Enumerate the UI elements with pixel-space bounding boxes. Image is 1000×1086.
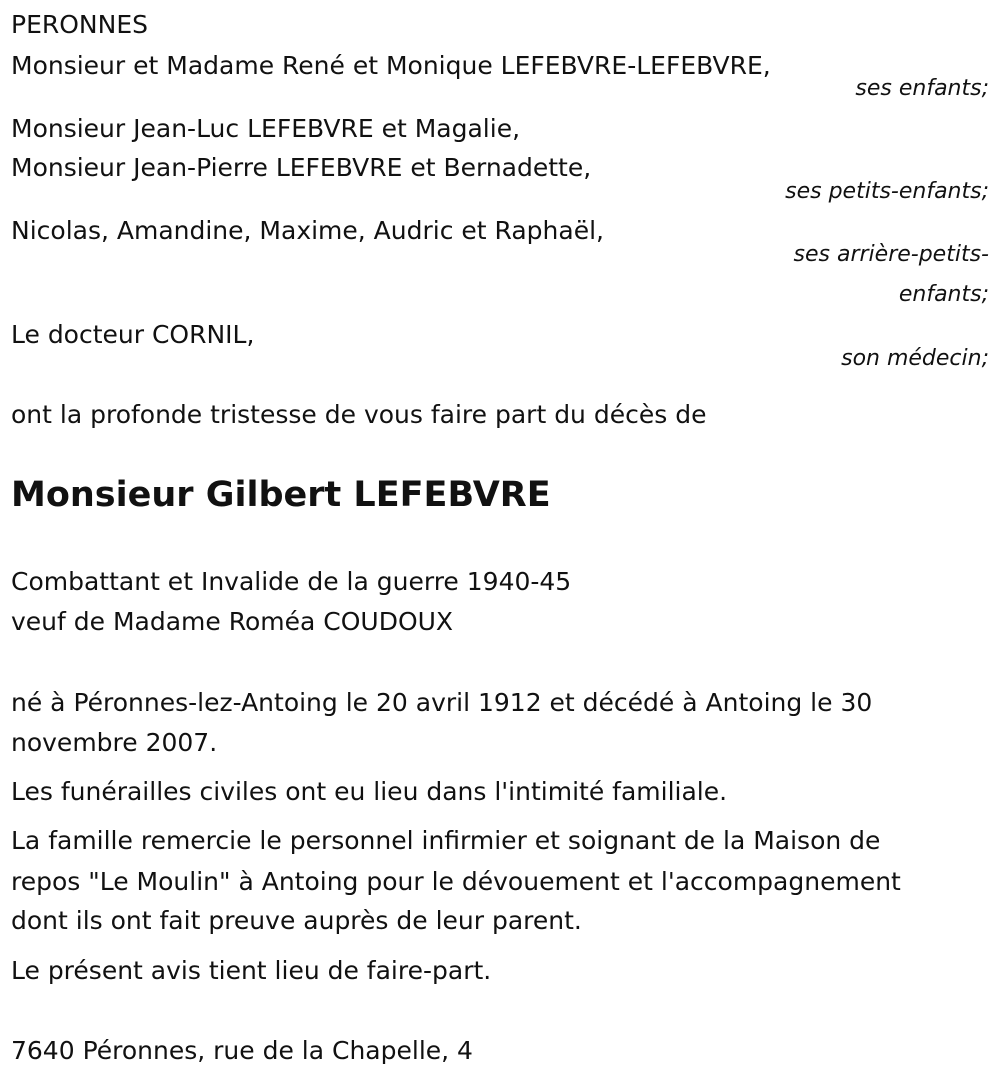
details-line-2: veuf de Madame Roméa COUDOUX xyxy=(11,607,454,636)
announcement-line: ont la profonde tristesse de vous faire part du décès de xyxy=(11,400,707,429)
great-grandchildren-role-1: ses arrière-petits- xyxy=(793,242,989,267)
grandchild-line-1: Monsieur Jean-Luc LEFEBVRE et Magalie, xyxy=(11,114,521,143)
details-line-1: Combattant et Invalide de la guerre 1940-45 xyxy=(11,567,572,596)
town-heading: PERONNES xyxy=(11,10,148,39)
funeral-line: Les funérailles civiles ont eu lieu dans l'intimité familiale. xyxy=(11,777,728,806)
notice-line: Le présent avis tient lieu de faire-part. xyxy=(11,956,492,985)
great-grandchildren-line: Nicolas, Amandine, Maxime, Audric et Raphaël, xyxy=(11,216,604,245)
grandchild-line-2: Monsieur Jean-Pierre LEFEBVRE et Bernadette, xyxy=(11,153,592,182)
thanks-line-3: dont ils ont fait preuve auprès de leur parent. xyxy=(11,906,582,935)
children-role: ses enfants; xyxy=(855,76,989,101)
thanks-line-2: repos "Le Moulin" à Antoing pour le dévouement et l'accompagnement xyxy=(11,867,901,896)
thanks-line-1: La famille remercie le personnel infirmier et soignant de la Maison de xyxy=(11,826,881,855)
grandchildren-role: ses petits-enfants; xyxy=(785,179,989,204)
address-line: 7640 Péronnes, rue de la Chapelle, 4 xyxy=(11,1036,473,1065)
birth-death-line-2: novembre 2007. xyxy=(11,728,218,757)
great-grandchildren-role-2: enfants; xyxy=(898,282,989,307)
birth-death-line-1: né à Péronnes-lez-Antoing le 20 avril 1912 et décédé à Antoing le 30 xyxy=(11,688,873,717)
doctor-line: Le docteur CORNIL, xyxy=(11,320,255,349)
children-line: Monsieur et Madame René et Monique LEFEBVRE-LEFEBVRE, xyxy=(11,51,771,80)
doctor-role: son médecin; xyxy=(841,346,989,371)
deceased-name: Monsieur Gilbert LEFEBVRE xyxy=(11,475,551,515)
